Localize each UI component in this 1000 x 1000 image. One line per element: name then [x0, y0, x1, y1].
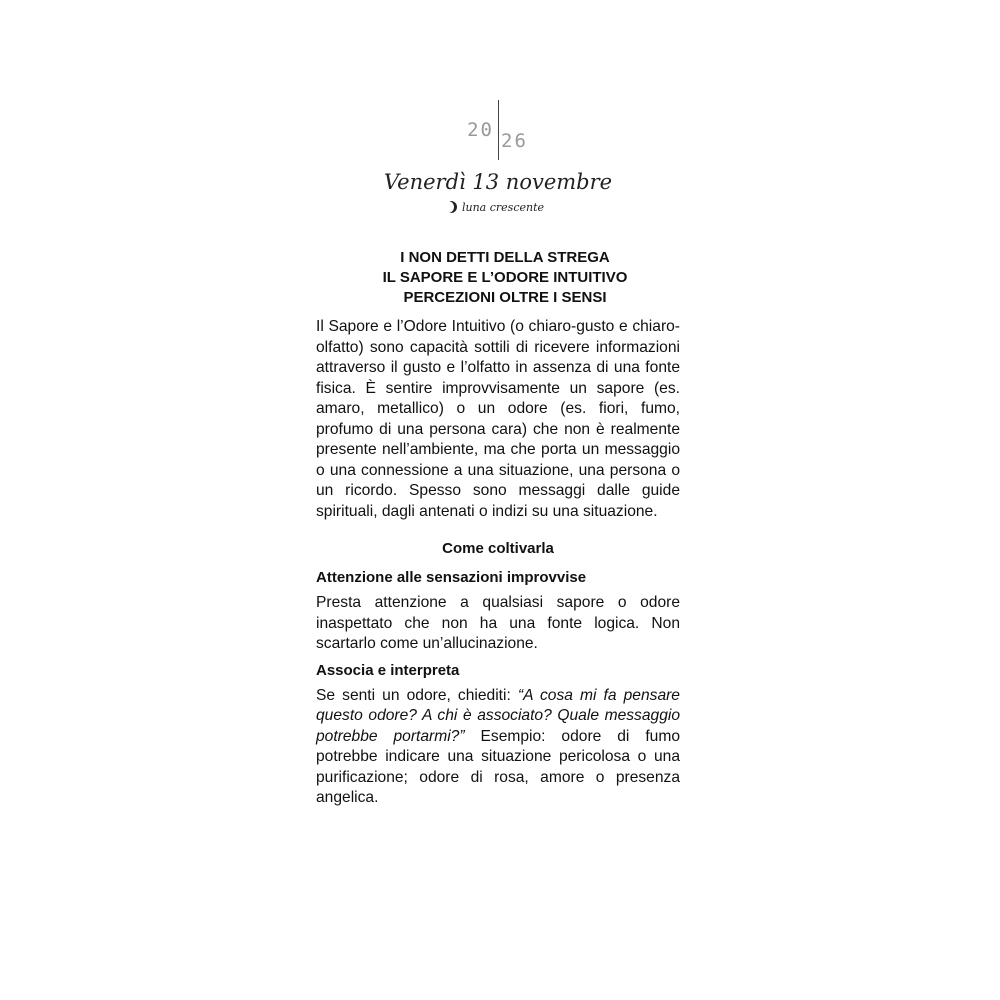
page-content	[316, 248, 680, 809]
item-text-2-before: Se senti un odore, chiediti:	[316, 686, 518, 704]
year-divider	[498, 100, 499, 160]
date-title: Venerdì 13 novembre	[383, 170, 613, 194]
crescent-moon-icon	[442, 201, 454, 213]
section-title-line-1: I NON DETTI DELLA STREGA	[400, 249, 610, 266]
section-title-line-2: IL SAPORE E L’ODORE INTUITIVO	[382, 269, 628, 286]
section-title	[316, 248, 680, 308]
section-title-line-3: PERCEZIONI OLTRE I SENSI	[403, 289, 607, 306]
item-text-2	[316, 686, 680, 809]
year-last-digits: 26	[501, 130, 528, 152]
moon-phase-label: luna crescente	[462, 200, 545, 214]
moon-phase	[440, 198, 544, 216]
year-mark	[460, 100, 540, 162]
year-first-digits: 20	[467, 119, 494, 141]
item-text-2-after: Esempio: odore di fumo potrebbe indicare una situazione pericolosa o una purificazione; odore di rosa, amore o presenza angelica.	[316, 727, 680, 806]
item-text-2-quote: “A cosa mi fa pensare questo odore? A chi è associato? Quale messaggio potrebbe portarmi?”	[316, 686, 680, 745]
item-heading-2: Associa e interpreta	[316, 661, 460, 679]
item-text-1: Presta attenzione a qualsiasi sapore o odore inaspettato che non ha una fonte logica. Non scartarlo come un’allucinazione.	[316, 594, 680, 652]
intro-paragraph: Il Sapore e l’Odore Intuitivo (o chiaro-gusto e chiaro-olfatto) sono capacità sottili di ricevere informazioni attraverso il gusto e l’olfatto in assenza di una fonte fisica. È sentire improvvisamente un sapore (es. amaro, metallico) o un odore (es. fiori, fumo, profumo di una persona cara) che non è realmente presente nell’ambiente, ma che porta un messaggio o una connessione a una situazione, una persona o un ricordo. Spesso sono messaggi dalle guide spirituali, dagli antenati o indizi su una situazione.	[316, 318, 680, 520]
item-heading-1: Attenzione alle sensazioni improvvise	[316, 569, 587, 586]
subtitle-how-to: Come coltivarla	[442, 540, 554, 557]
